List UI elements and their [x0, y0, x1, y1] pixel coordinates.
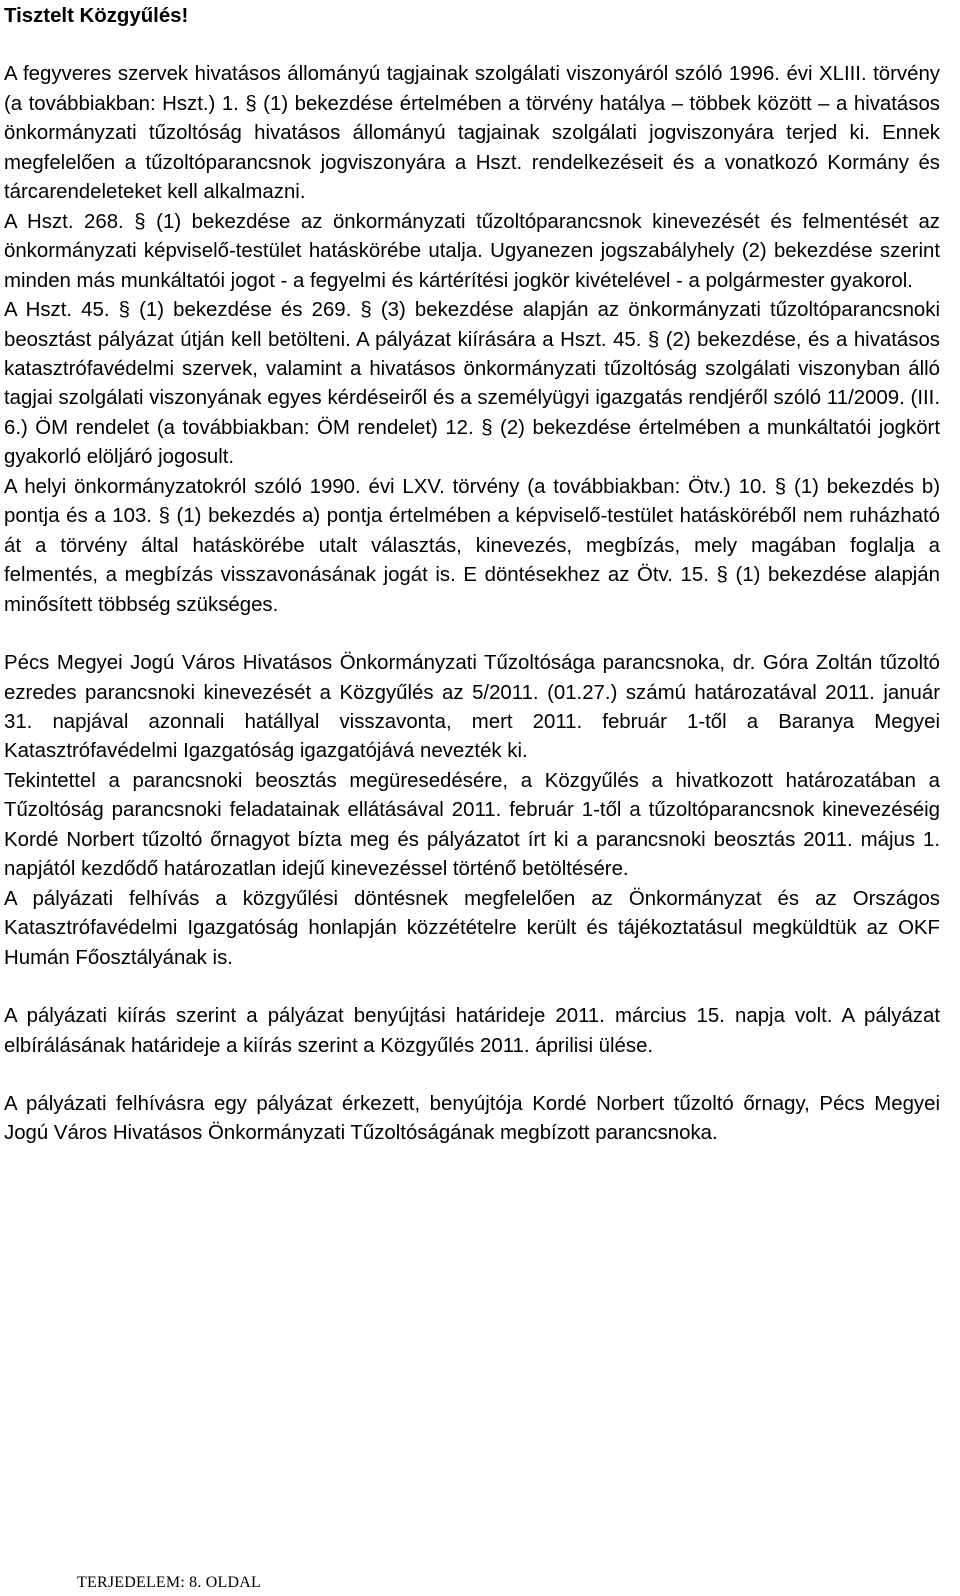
- blank-line: [4, 31, 940, 60]
- document-heading: Tisztelt Közgyűlés!: [4, 5, 189, 27]
- paragraph-hszt-scope: A fegyveres szervek hivatásos állományú tagjainak szolgálati viszonyáról szóló 1996. évi XLIII. törvény (a továbbiakban: Hszt.) 1. § (1) bekezdése értelmében a törvény hatálya – többek között – a hivatásos önkormányzati tűzoltóság hivatásos állományú tagjainak szolgálati jogviszonyára terjed ki. Ennek megfelelően a tűzoltóparancsnok jogviszonyára a Hszt. rendelkezéseit és a vonatkozó Kormány és tárcarendeleteket kell alkalmazni.: [4, 63, 940, 204]
- paragraph-vacancy: Tekintettel a parancsnoki beosztás megüresedésére, a Közgyűlés a hivatkozott határozatában a Tűzoltóság parancsnoki feladatainak ellátásával 2011. február 1-től a tűzoltóparancsnok kinevezéséig Kordé Norbert tűzoltó őrnagyot bízta meg és pályázatot írt ki a parancsnoki beosztás 2011. május 1. napjától kezdődő határozatlan idejű kinevezéssel történő betöltésére.: [4, 769, 940, 881]
- paragraph-hszt-268: A Hszt. 268. § (1) bekezdése az önkormányzati tűzoltóparancsnok kinevezését és felmentését az önkormányzati képviselő-testület hatáskörébe utalja. Ugyanezen jogszabályhely (2) bekezdése szerint minden más munkáltatói jogot - a fegyelmi és kártérítési jogkör kivételével - a polgármester gyakorol.: [4, 210, 940, 292]
- paragraph-hszt-45: A Hszt. 45. § (1) bekezdése és 269. § (3) bekezdése alapján az önkormányzati tűzoltóparancsnoki beosztást pályázat útján kell betölteni. A pályázat kiírására a Hszt. 45. § (2) bekezdése, és a hivatásos katasztrófavédelmi szervek, valamint a hivatásos önkormányzati tűzoltóság szolgálati viszonyban álló tagjai szolgálati viszonyának egyes kérdéseiről és a személyügyi igazgatás rendjéről szóló 11/2009. (III. 6.) ÖM rendelet (a továbbiakban: ÖM rendelet) 12. § (2) bekezdése értelmében a munkáltatói jogkört gyakorló elöljáró jogosult.: [4, 299, 940, 469]
- page-footer: TERJEDELEM: 8. OLDAL: [77, 1574, 261, 1591]
- paragraph-applicant: A pályázati felhívásra egy pályázat érkezett, benyújtója Kordé Norbert tűzoltó őrnagy, Pécs Megyei Jogú Város Hivatásos Önkormányzati Tűzoltóságának megbízott parancsnoka.: [4, 1092, 940, 1145]
- paragraph-former-commander: Pécs Megyei Jogú Város Hivatásos Önkormányzati Tűzoltósága parancsnoka, dr. Góra Zoltán tűzoltó ezredes parancsnoki kinevezését a Közgyűlés az 5/2011. (01.27.) számú határozatával 2011. január 31. napjával azonnali hatállyal visszavonta, mert 2011. február 1-től a Baranya Megyei Katasztrófavédelmi Igazgatóság igazgatójává nevezték ki.: [4, 652, 940, 763]
- paragraph-deadline: A pályázati kiírás szerint a pályázat benyújtási határideje 2011. március 15. napja volt. A pályázat elbírálásának határideje a kiírás szerint a Közgyűlés 2011. áprilisi ülése.: [4, 1005, 940, 1057]
- document-body: [4, 2, 940, 1149]
- blank-line: [4, 1061, 940, 1090]
- paragraph-publication: A pályázati felhívás a közgyűlési döntésnek megfelelően az Önkormányzat és az Országos Katasztrófavédelmi Igazgatóság honlapján közzétételre került és tájékoztatásul megküldtük az OKF Humán Főosztályának is.: [4, 887, 940, 969]
- blank-line: [4, 620, 940, 649]
- paragraph-otv: A helyi önkormányzatokról szóló 1990. évi LXV. törvény (a továbbiakban: Ötv.) 10. § (1) bekezdés b) pontja és a 103. § (1) bekezdés a) pontja értelmében a képviselő-testület hatásköréből nem ruházható át a törvény által hatáskörébe utalt választás, kinevezés, megbízás, mely magában foglalja a felmentés, a megbízás visszavonásának jogát is. E döntésekhez az Ötv. 15. § (1) bekezdése alapján minősített többség szükséges.: [4, 475, 940, 616]
- blank-line: [4, 973, 940, 1002]
